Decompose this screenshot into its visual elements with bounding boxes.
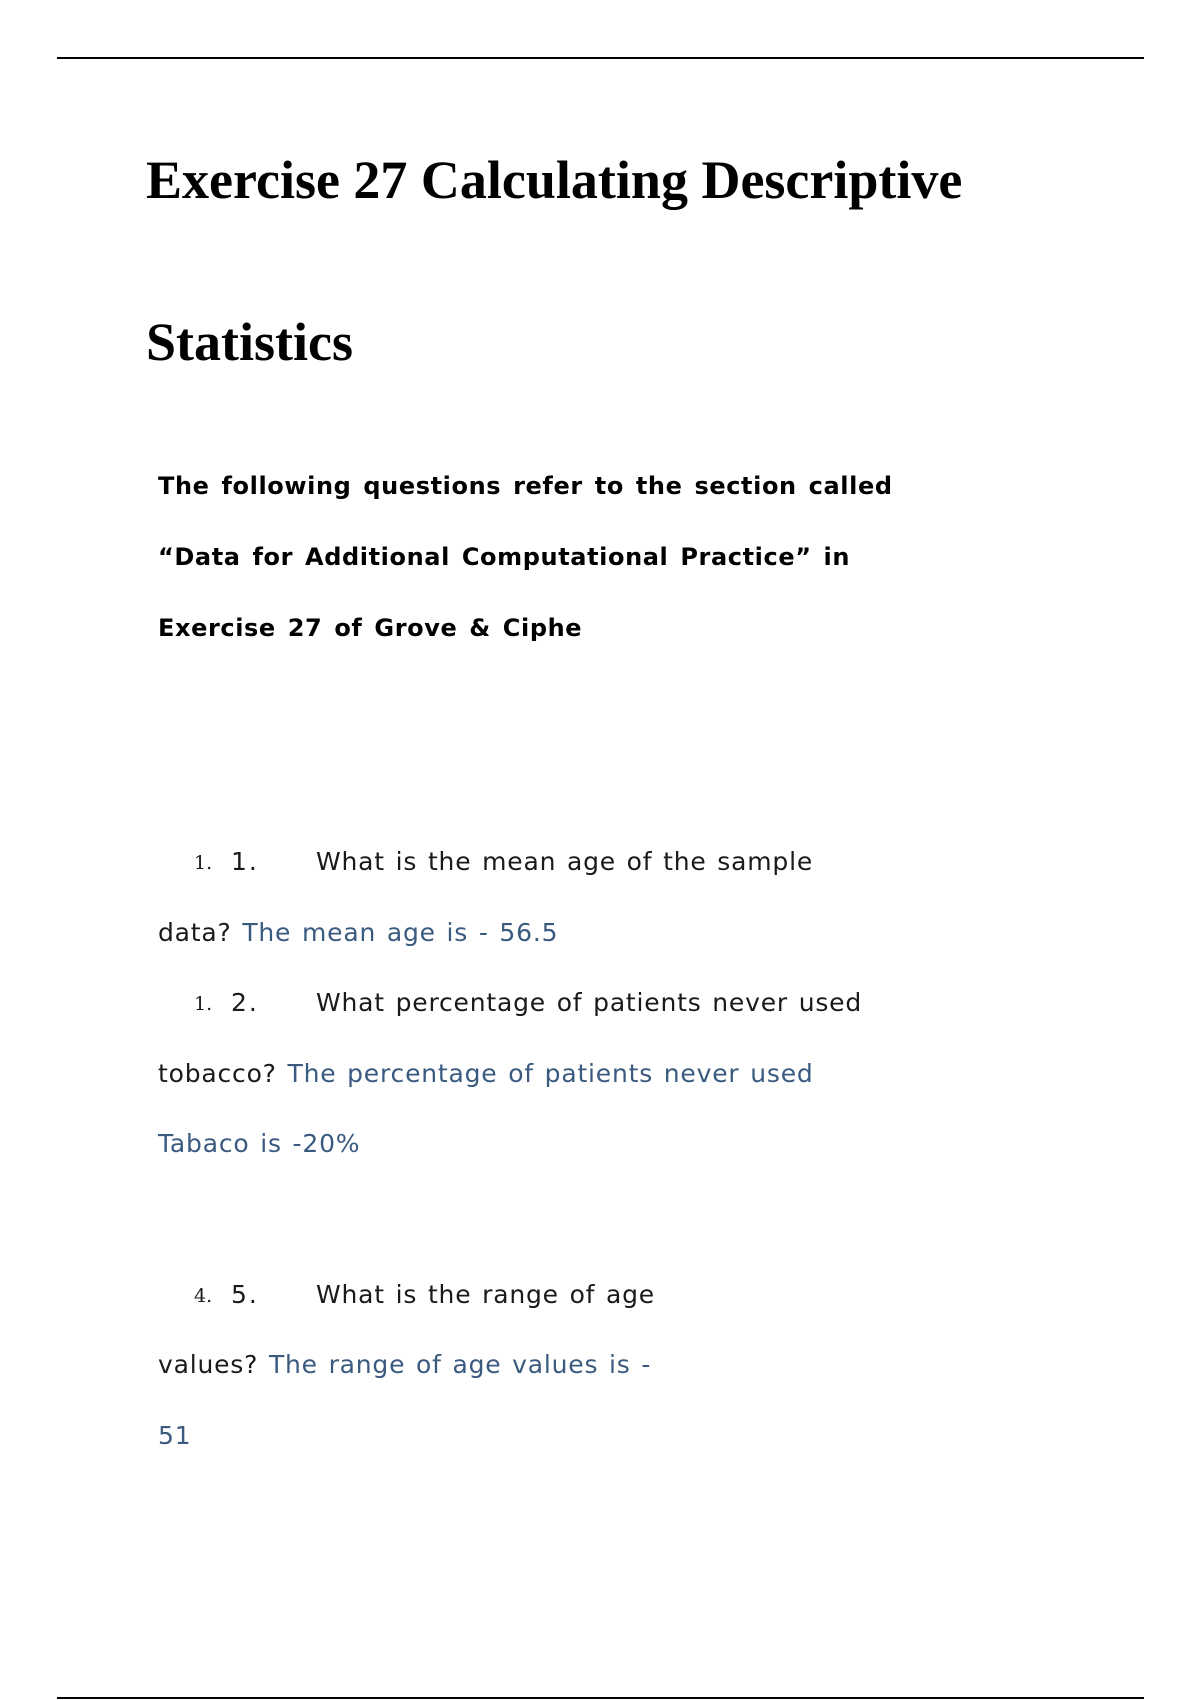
intro-line-1: The following questions refer to the section called [158,472,893,500]
question-2-list-marker: 1. [194,993,213,1015]
question-2-answer-part-2: Tabaco is -20% [158,1129,361,1158]
top-rule [57,57,1144,59]
question-1-list-marker: 1. [194,852,213,874]
question-5-number: 5. [231,1280,259,1309]
question-2-prompt: What percentage of patients never used [316,988,863,1017]
intro-line-2: “Data for Additional Computational Practice” in [158,543,851,571]
question-5-prompt: What is the range of age [316,1280,655,1309]
question-1-prompt: What is the mean age of the sample [316,847,813,876]
question-2-number: 2. [231,988,259,1017]
question-2-answer-part-1: The percentage of patients never used [287,1059,814,1088]
document-title-line-1: Exercise 27 Calculating Descriptive [146,150,963,210]
intro-line-3: Exercise 27 of Grove & Ciphe [158,614,583,642]
question-5-answer-part-1: The range of age values is - [268,1350,652,1379]
bottom-rule [57,1697,1144,1699]
question-1-number: 1. [231,847,259,876]
question-5-answer-part-2: 51 [158,1421,192,1450]
question-5-prompt-end: values? [158,1350,259,1379]
question-1-answer: The mean age is - 56.5 [242,918,559,947]
question-1-prompt-end: data? [158,918,232,947]
question-2-prompt-end: tobacco? [158,1059,277,1088]
question-2-line-2 [158,1061,814,1086]
question-1-line-2 [158,920,558,945]
question-5-list-marker: 4. [194,1285,213,1307]
question-5-line-2 [158,1352,651,1377]
document-title-line-2: Statistics [146,312,353,372]
